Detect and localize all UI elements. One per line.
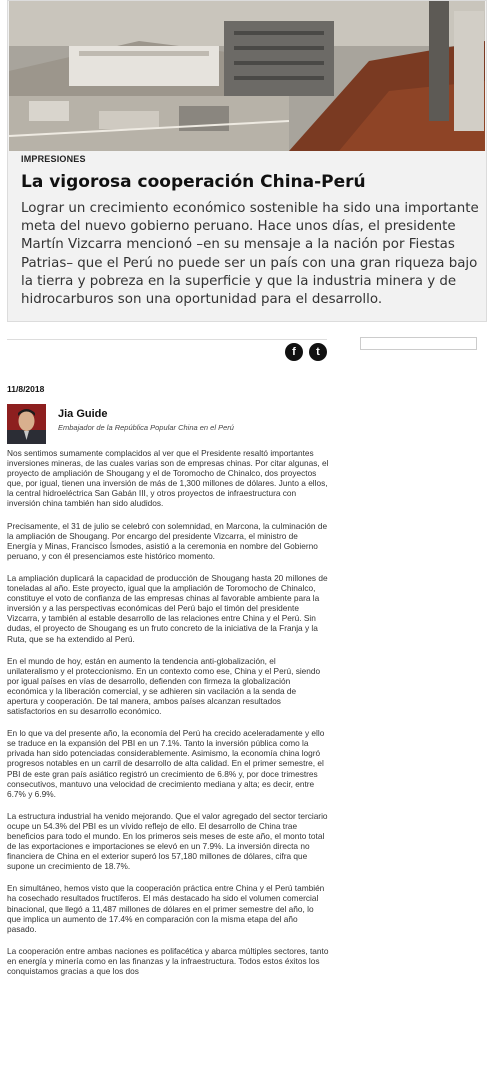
body-paragraph: La estructura industrial ha venido mejorando. Que el valor agregado del sector terciario ocupe un 54.3% del PBI es un vívido reflejo de ello. El desarrollo de China trae beneficios para todo el mundo. En los primeros seis meses de este año, el monto total de las exportaciones e importaciones se elevó en un 7.9%. La inversión directa no financiera de China en el exterior superó los 57,180 millones de dólares, cifra que supone un crecimiento de 18.7%. xyxy=(7,810,328,872)
facebook-icon[interactable]: f xyxy=(285,343,303,361)
author-name[interactable]: Jia Guide xyxy=(58,408,108,420)
article-date: 11/8/2018 xyxy=(7,384,45,394)
article-title[interactable]: La vigorosa cooperación China-Perú xyxy=(21,172,366,192)
mine-construction-image xyxy=(9,1,485,151)
article-body xyxy=(7,448,329,988)
section-kicker[interactable]: IMPRESIONES xyxy=(21,154,86,164)
body-paragraph: En simultáneo, hemos visto que la cooperación práctica entre China y el Perú también ha cosechado resultados fructíferos. El más destacado ha sido el volumen comercial binacional, que llegó a 11,487 millones de dólares en el primer semestre del año, lo que implica un aumento de 17.4% en comparación con la misma etapa del año pasado. xyxy=(7,883,325,934)
share-divider xyxy=(7,339,327,340)
twitter-icon[interactable]: t xyxy=(309,343,327,361)
body-paragraph: En lo que va del presente año, la economía del Perú ha crecido aceleradamente y ello se traduce en la expansión del PBI en un 7.1%. Tanto la inversión pública como la privada han sido potenciadas considerablemente. Asimismo, la economía china logró progresos notables en un carril de desarrollo de alta calidad. En el primer semestre, el PBI de este gran país asiático registró un crecimiento de 6.8% y, por doce trimestres consecutivos, mantuvo una velocidad de crecimiento mediana y alta; es decir, entre 6.7% y 6.9%. xyxy=(7,728,325,799)
hero-photo[interactable] xyxy=(9,1,485,151)
body-paragraph: La cooperación entre ambas naciones es polifacética y abarca múltiples sectores, tanto en energía y minería como en las finanzas y la infraestructura. Todos estos éxitos los conquistamos gracias a que los dos xyxy=(7,945,329,977)
body-paragraph: La ampliación duplicará la capacidad de producción de Shougang hasta 20 millones de toneladas al año. Este proyecto, igual que la ampliación de Toromocho de Chinalco, constituye el voto de confianza de las empresas chinas al favorable ambiente para la inversión y a las perspectivas económicas del Perú bajo el timón del presidente Vizcarra, y también al estable desarrollo de las relaciones entre China y el Perú. Sin dudas, el proyecto de Shougang es un fruto concreto de la iniciativa de la Franja y la Ruta, que se ha extendido al Perú. xyxy=(7,572,328,644)
author-role: Embajador de la República Popular China en el Perú xyxy=(58,423,234,432)
author-portrait xyxy=(7,404,46,444)
article-lead: Lograr un crecimiento económico sostenible ha sido una importante meta del nuevo gobierno peruano. Hace unos días, el presidente Martín Vizcarra mencionó –en su mensaje a la nación por Fiestas Patrias– que el Perú no puede ser un país con una gran riqueza bajo la tierra y pobreza en la superficie y que la industria minera y de hidrocarburos son una oportunidad para el desarrollo. xyxy=(21,201,479,308)
sidebar-box xyxy=(360,337,477,350)
body-paragraph: Nos sentimos sumamente complacidos al ver que el Presidente resaltó importantes inversiones mineras, de las cuales varias son de empresas chinas. Por citar algunas, el proyecto de ampliación de Shougang y el de Toromocho de Chinalco, dos proyectos que, por igual, tienen una inversión de más de 1,300 millones de dólares. Junto a ellos, la central hidroeléctrica San Gabán III, y otros proyectos de infraestructura con inversión china también han sido aludidos. xyxy=(7,448,329,509)
article-hero xyxy=(7,0,487,322)
author-avatar xyxy=(7,404,46,444)
body-paragraph: En el mundo de hoy, están en aumento la tendencia anti-globalización, el unilateralismo y el proteccionismo. En un contexto como ese, China y el Perú, siendo por igual países en vías de desarrollo, defienden con firmeza la globalización económica y la liberación comercial, y se adhieren sin vacilación a la senda de apertura y cooperación. De tal manera, ambos países alcanzan resultados satisfactorios en su desarrollo económico. xyxy=(7,655,321,717)
body-paragraph: Precisamente, el 31 de julio se celebró con solemnidad, en Marcona, la culminación de la ampliación de Shougang. Por encargo del presidente Vizcarra, el ministro de Energía y Minas, Francisco Ísmodes, asistió a la ceremonia en nombre del Gobierno peruano, y con él presenciamos este histórico momento. xyxy=(7,520,328,561)
